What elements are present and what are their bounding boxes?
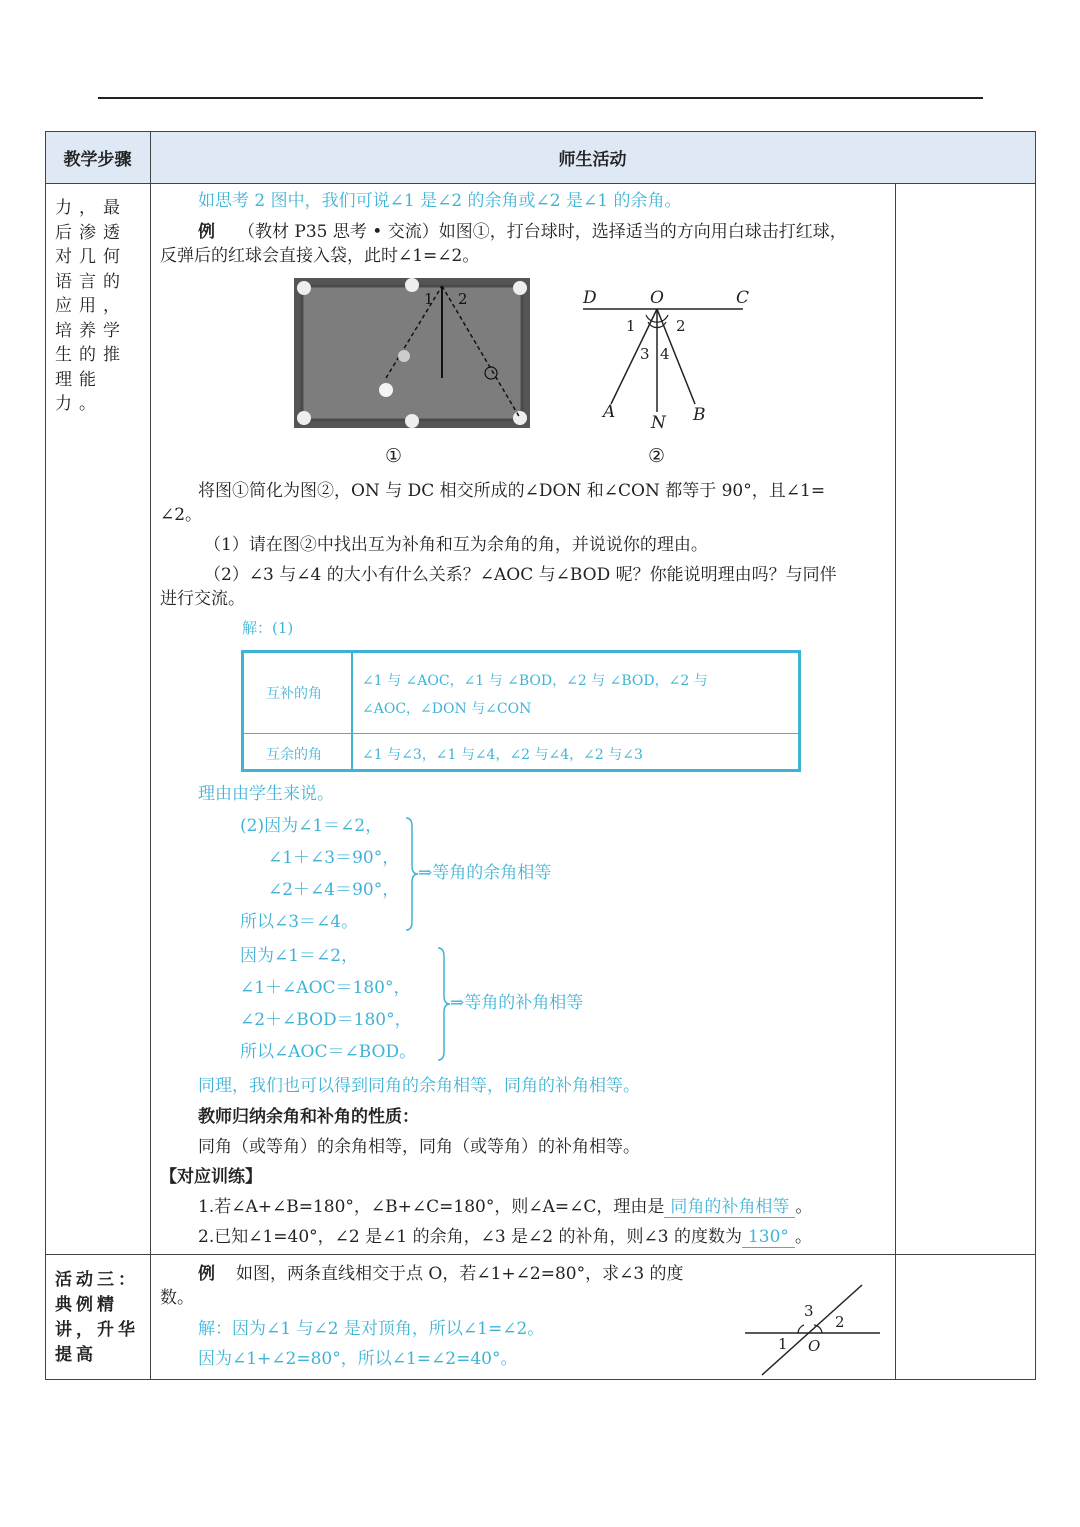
column-divider-2 bbox=[895, 183, 896, 1380]
angle-pairs-table bbox=[241, 650, 801, 772]
photo-label-1: 1 bbox=[424, 290, 434, 308]
example1-label: 例 bbox=[198, 222, 215, 242]
header-step-label: 教学步骤 bbox=[63, 149, 132, 170]
fig2-label-C: C bbox=[736, 288, 750, 308]
example2-line1: 如图，两条直线相交于点 O，若∠1+∠2=80°，求∠3 的度 bbox=[236, 1264, 684, 1284]
teacher-summary: 同角（或等角）的余角相等，同角（或等角）的补角相等。 bbox=[198, 1137, 640, 1157]
training-item1-end: 。 bbox=[795, 1197, 813, 1217]
fig3-label-O: O bbox=[808, 1337, 821, 1355]
training-item2-answer: 130° bbox=[742, 1227, 795, 1248]
fig2-label-3: 3 bbox=[640, 345, 650, 363]
fig2-label-1: 1 bbox=[626, 317, 636, 335]
fig2-caption: ② bbox=[648, 445, 666, 467]
header-activity bbox=[150, 131, 1035, 183]
training-title: 【对应训练】 bbox=[160, 1167, 262, 1187]
training-item1 bbox=[198, 1196, 812, 1218]
activity3-label: 活动三：典例精讲，升华提高 bbox=[55, 1270, 139, 1365]
angle-diagram-2 bbox=[578, 282, 753, 432]
example1-line1: （教材 P35 思考 • 交流）如图①，打台球时，选择适当的方向用白球击打红球， bbox=[238, 222, 847, 242]
supplementary-line2: ∠AOC，∠DON 与∠CON bbox=[362, 701, 532, 717]
fig2-label-4: 4 bbox=[660, 345, 670, 363]
reason-line: 理由由学生来说。 bbox=[198, 784, 334, 804]
simplify-line2: ∠2。 bbox=[160, 505, 203, 525]
photo-label-2: 2 bbox=[458, 290, 468, 308]
part2a-line3: ∠2＋∠4＝90°， bbox=[268, 880, 400, 900]
billiard-table-photo bbox=[294, 278, 530, 428]
part2a-line1: (2)因为∠1＝∠2， bbox=[240, 816, 383, 836]
header-bottom-border bbox=[45, 183, 1036, 184]
complementary-head: 互余的角 bbox=[266, 747, 322, 763]
part2b-line4: 所以∠AOC＝∠BOD。 bbox=[240, 1042, 417, 1062]
part2b-line3: ∠2＋∠BOD＝180°， bbox=[240, 1010, 412, 1030]
supplementary-row bbox=[244, 653, 798, 734]
table-bottom-border bbox=[45, 1379, 1036, 1380]
header-activity-label: 师生活动 bbox=[558, 149, 627, 170]
inner-table-divider bbox=[351, 653, 353, 769]
table-left-border bbox=[45, 131, 46, 1380]
complementary-value: ∠1 与∠3，∠1 与∠4，∠2 与∠4，∠2 与∠3 bbox=[362, 747, 643, 763]
part2b-line2: ∠1＋∠AOC＝180°， bbox=[240, 978, 411, 998]
question2-line2: 进行交流。 bbox=[160, 589, 245, 609]
question2-line1: （2）∠3 与∠4 的大小有什么关系？∠AOC 与∠BOD 呢？你能说明理由吗？与同伴 bbox=[204, 565, 837, 585]
supplementary-head: 互补的角 bbox=[266, 686, 322, 702]
fig2-label-D: D bbox=[583, 288, 597, 308]
fig2-label-A: A bbox=[603, 402, 616, 422]
fig3-label-3: 3 bbox=[804, 1302, 814, 1320]
fig2-label-O: O bbox=[650, 288, 664, 308]
row-divider bbox=[45, 1254, 1036, 1255]
part2a-line2: ∠1＋∠3＝90°， bbox=[268, 848, 400, 868]
fig3-label-1: 1 bbox=[778, 1335, 788, 1353]
similarly-line: 同理，我们也可以得到同角的余角相等，同角的补角相等。 bbox=[198, 1076, 640, 1096]
table-right-border bbox=[1035, 131, 1036, 1380]
intersecting-lines-diagram bbox=[740, 1282, 885, 1378]
table-top-border bbox=[45, 131, 1036, 132]
training-item2-text: 2.已知∠1=40°，∠2 是∠1 的余角，∠3 是∠2 的补角，则∠3 的度数为 bbox=[198, 1227, 742, 1247]
example2-solution1: 解：因为∠1 与∠2 是对顶角，所以∠1=∠2。 bbox=[198, 1319, 545, 1339]
part2b-note: ⇒等角的补角相等 bbox=[450, 993, 584, 1013]
fig2-label-B: B bbox=[693, 405, 706, 425]
step-note: 力，最后渗透对几何语言的应用，培养学生的推理能力。 bbox=[55, 198, 127, 414]
supplementary-line1: ∠1 与 ∠AOC，∠1 与 ∠BOD，∠2 与 ∠BOD，∠2 与 bbox=[362, 673, 708, 689]
example2-line2: 数。 bbox=[160, 1288, 194, 1308]
header-step bbox=[45, 131, 150, 183]
example2-label: 例 bbox=[198, 1264, 215, 1284]
training-item1-text: 1.若∠A+∠B=180°，∠B+∠C=180°，则∠A=∠C，理由是 bbox=[198, 1197, 665, 1217]
fig3-label-2: 2 bbox=[835, 1313, 845, 1331]
part2a-line4: 所以∠3＝∠4。 bbox=[240, 912, 359, 932]
part2a-note: ⇒等角的余角相等 bbox=[418, 863, 552, 883]
training-item2-end: 。 bbox=[794, 1227, 812, 1247]
solution-intro: 解：(1) bbox=[242, 619, 294, 637]
top-rule bbox=[98, 97, 983, 99]
teacher-summary-title: 教师归纳余角和补角的性质： bbox=[198, 1107, 419, 1127]
example2-solution2: 因为∠1+∠2=80°，所以∠1=∠2=40°。 bbox=[198, 1349, 518, 1369]
question1: （1）请在图②中找出互为补角和互为余角的角，并说说你的理由。 bbox=[204, 535, 708, 555]
fig2-label-2: 2 bbox=[676, 317, 686, 335]
simplify-line1: 将图①简化为图②，ON 与 DC 相交所成的∠DON 和∠CON 都等于 90°，且∠1= bbox=[198, 481, 826, 501]
photo-caption: ① bbox=[385, 445, 403, 467]
fig2-label-N: N bbox=[651, 413, 666, 432]
training-item1-answer: 同角的补角相等 bbox=[664, 1197, 795, 1218]
example1-line2: 反弹后的红球会直接入袋，此时∠1=∠2。 bbox=[160, 246, 480, 266]
think2-line: 如思考 2 图中，我们可说∠1 是∠2 的余角或∠2 是∠1 的余角。 bbox=[198, 191, 682, 211]
training-item2 bbox=[198, 1226, 812, 1248]
part2b-line1: 因为∠1＝∠2， bbox=[240, 946, 359, 966]
column-divider-1 bbox=[150, 131, 151, 1380]
